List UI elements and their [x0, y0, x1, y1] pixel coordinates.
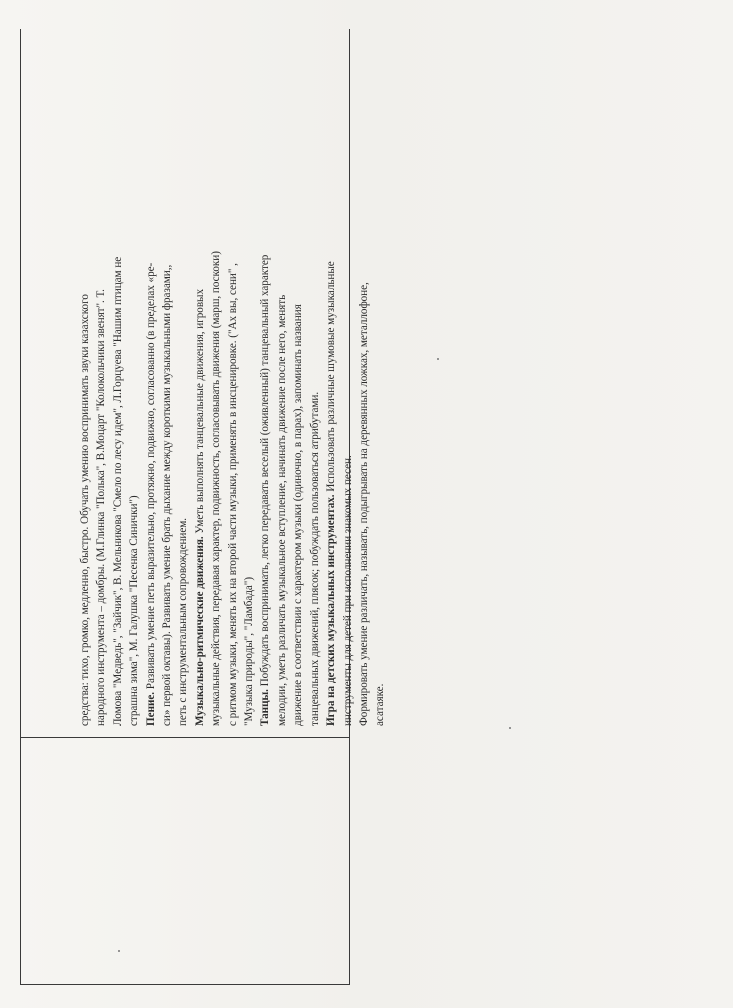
section-heading: Танцы.: [259, 689, 272, 726]
line-text: танцевальных движений, плясок; побуждать пользоваться атрибутами.: [308, 391, 321, 726]
line-text: Использовать различные шумовые музыкальные: [325, 261, 338, 495]
line-text: Развивать умение петь выразительно, протяжно, подвижно, согласованно (в пределах «ре-: [144, 262, 157, 692]
line-text: инструменты для детей при исполнении знакомых песен.: [341, 455, 354, 726]
table-column-divider: [20, 737, 349, 738]
scan-speck: [509, 727, 511, 729]
text-line: [126, 76, 142, 726]
section-heading: Игра на детских музыкальных инструментах.: [325, 494, 338, 726]
text-line: [274, 76, 290, 726]
line-text: музыкальные действия, передавая характер, подвижность, согласовывать движения (марш, поскоки): [210, 251, 223, 726]
line-text: движение в соответствии с характером музыки (одиночно, в парах), запоминать названия: [292, 304, 305, 726]
line-text: Формировать умение различать, называть, подыгрывать на деревянных ложках, металлофоне,: [357, 282, 370, 726]
text-line: [257, 76, 273, 726]
text-line: [225, 76, 241, 726]
line-text: народного инструмента – домбры. (М.Глинка "Полька", В.Моцарт "Колокольчики звенят". Т.: [95, 289, 108, 726]
text-line: [110, 76, 126, 726]
text-line: [323, 76, 339, 726]
line-text: си» первой октавы). Развивать умение брать дыхание между короткими музыкальными фразами,,: [161, 264, 174, 726]
scan-speck: [437, 358, 439, 360]
text-line: [356, 76, 372, 726]
rotated-table: [20, 29, 387, 985]
line-text: средства: тихо, громко, медленно, быстро. Обучать умению воспринимать звуки казахского: [79, 294, 91, 726]
text-line: [143, 76, 159, 726]
line-text: Побуждать воспринимать, легко передавать веселый (оживленный) танцевальный характер: [259, 254, 272, 690]
line-text: с ритмом музыки, менять их на второй части музыки, применять в инсценировке. ("Ах вы, сени" ,: [226, 263, 239, 726]
line-text: асатаяке.: [374, 683, 387, 726]
text-line: [159, 76, 175, 726]
table-cell-text: [77, 76, 389, 726]
text-line: [241, 76, 257, 726]
text-line: [175, 76, 191, 726]
text-line: [340, 76, 356, 726]
text-line: [208, 76, 224, 726]
scan-speck: [118, 950, 120, 952]
line-text: "Музыка природы", "Ламбада"): [243, 576, 256, 726]
line-text: Ломова "Медведь", "Зайчик", В. Мельникова "Смело по лесу идем", Л.Горцуева "Нашим птицам не: [111, 256, 124, 726]
section-heading: Музыкально-ритмические движения.: [193, 536, 206, 726]
line-text: мелодии, уметь различать музыкальное вступление, начинать движение после него, менять: [275, 294, 288, 726]
text-line: [192, 76, 208, 726]
section-heading: Пение.: [144, 691, 157, 726]
line-text: петь с инструментальным сопровождением.: [177, 517, 190, 726]
text-line: [372, 76, 388, 726]
table-top-border: [20, 29, 21, 984]
text-line: [77, 76, 93, 726]
text-line: [290, 76, 306, 726]
line-text: страшна зима", М. Галушка "Песенка Синички"): [128, 495, 141, 726]
table-frame: [20, 29, 387, 985]
text-line: [93, 76, 109, 726]
text-line: [307, 76, 323, 726]
line-text: Уметь выполнять танцевальные движения, игровых: [193, 288, 206, 537]
